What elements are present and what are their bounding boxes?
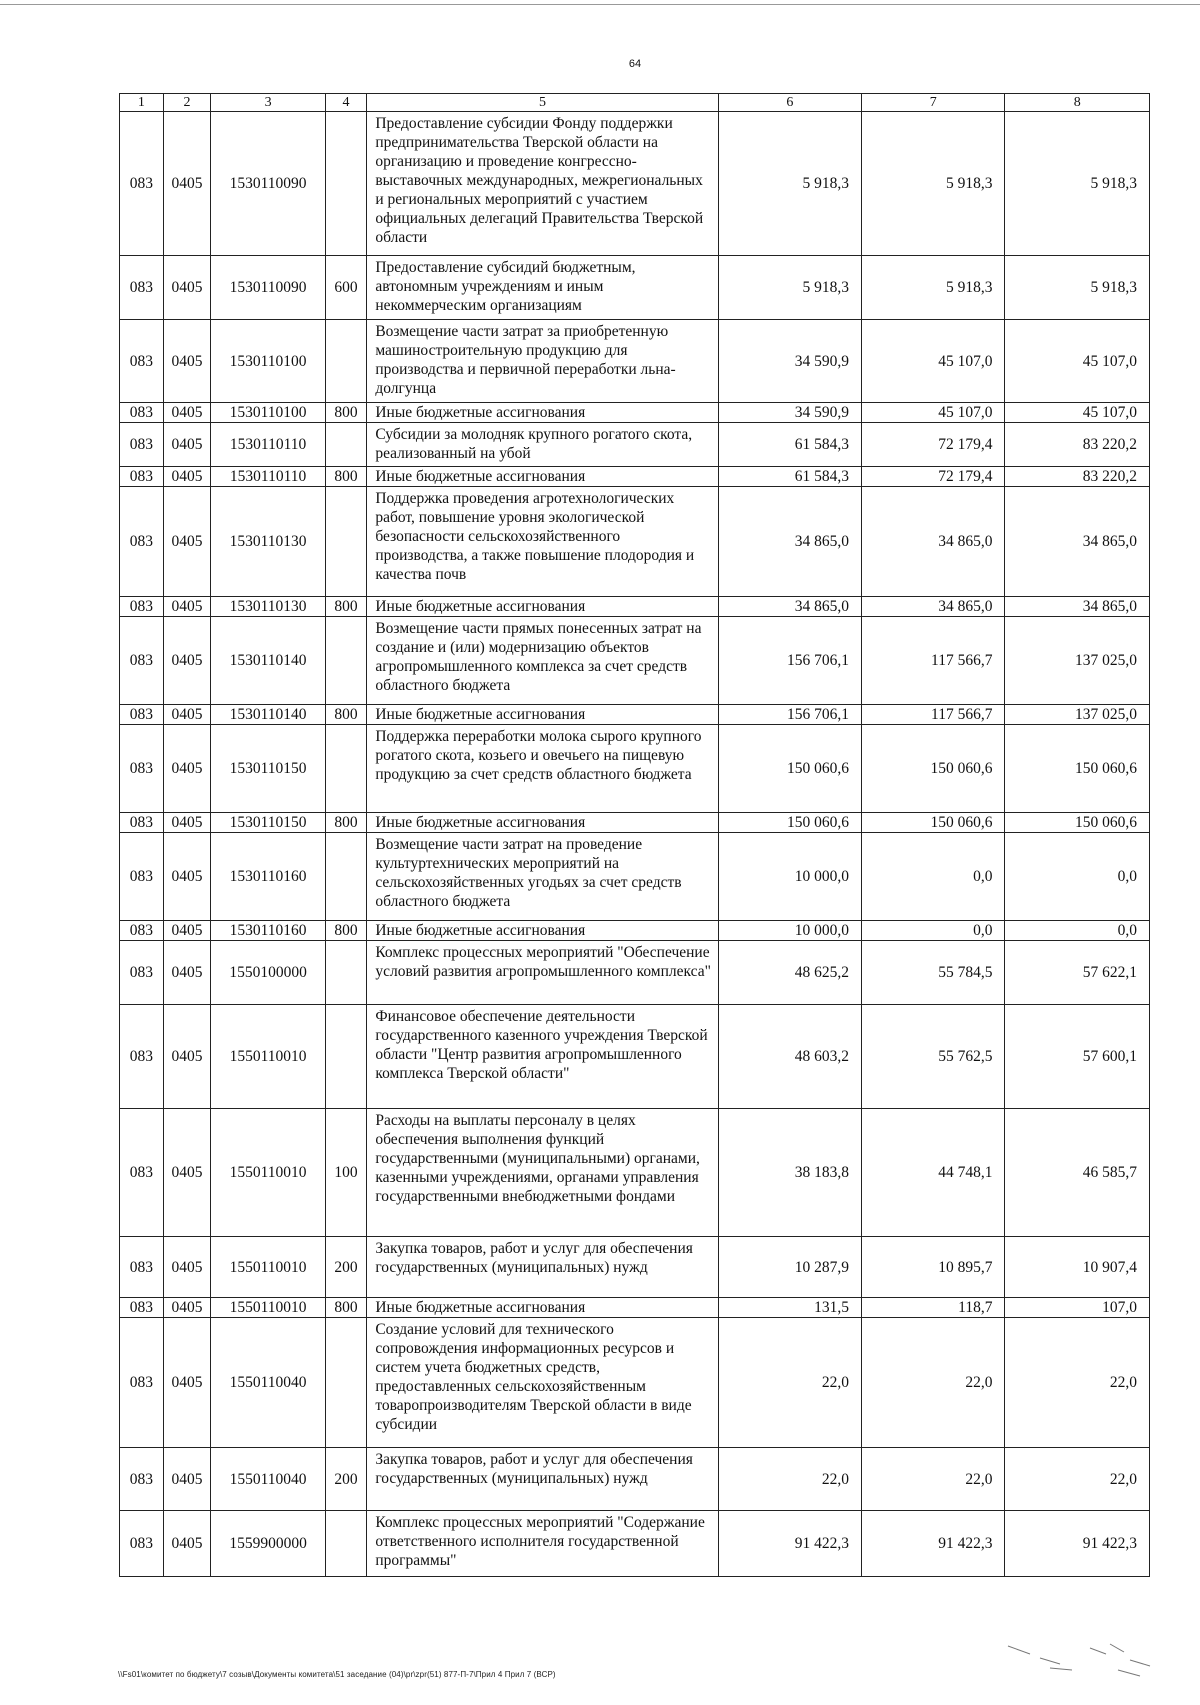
cell-year-3: 45 107,0 — [1005, 320, 1150, 403]
cell-expense-type: 800 — [325, 1298, 367, 1318]
cell-section: 0405 — [163, 941, 211, 1005]
cell-section: 0405 — [163, 813, 211, 833]
cell-description: Иные бюджетные ассигнования — [367, 705, 718, 725]
cell-ministry: 083 — [120, 1237, 164, 1298]
cell-description: Возмещение части прямых понесенных затрат на создание и (или) модернизацию объектов агропромышленного комплекса за счет средств областного бюджета — [367, 617, 718, 705]
cell-expense-type — [325, 112, 367, 256]
cell-section: 0405 — [163, 487, 211, 597]
cell-description: Иные бюджетные ассигнования — [367, 467, 718, 487]
cell-year-3: 34 865,0 — [1005, 597, 1150, 617]
cell-year-3: 0,0 — [1005, 833, 1150, 921]
cell-target-article: 1530110130 — [211, 487, 325, 597]
cell-target-article: 1550110010 — [211, 1237, 325, 1298]
cell-expense-type: 800 — [325, 403, 367, 423]
cell-expense-type — [325, 487, 367, 597]
cell-ministry: 083 — [120, 1318, 164, 1448]
cell-ministry: 083 — [120, 256, 164, 320]
cell-year-3: 46 585,7 — [1005, 1109, 1150, 1237]
table-row — [120, 487, 1150, 597]
column-number: 5 — [367, 94, 718, 112]
cell-ministry: 083 — [120, 1298, 164, 1318]
cell-year-3: 34 865,0 — [1005, 487, 1150, 597]
table-row — [120, 1005, 1150, 1109]
cell-target-article: 1530110110 — [211, 467, 325, 487]
cell-year-3: 22,0 — [1005, 1318, 1150, 1448]
cell-year-3: 45 107,0 — [1005, 403, 1150, 423]
cell-ministry: 083 — [120, 833, 164, 921]
cell-expense-type — [325, 1511, 367, 1577]
cell-expense-type — [325, 1318, 367, 1448]
cell-ministry: 083 — [120, 423, 164, 467]
cell-ministry: 083 — [120, 1448, 164, 1511]
cell-section: 0405 — [163, 423, 211, 467]
cell-year-2: 91 422,3 — [862, 1511, 1005, 1577]
cell-description: Создание условий для технического сопровождения информационных ресурсов и систем учета бюджетных средств, предоставленных сельскохозяйственным товаропроизводителям Тверской области в виде субсидии — [367, 1318, 718, 1448]
cell-year-3: 5 918,3 — [1005, 256, 1150, 320]
cell-section: 0405 — [163, 467, 211, 487]
cell-ministry: 083 — [120, 320, 164, 403]
cell-year-3: 91 422,3 — [1005, 1511, 1150, 1577]
cell-target-article: 1530110140 — [211, 617, 325, 705]
cell-description: Возмещение части затрат на проведение культуртехнических мероприятий на сельскохозяйственных угодьях за счет средств областного бюджета — [367, 833, 718, 921]
table-row — [120, 597, 1150, 617]
cell-year-2: 117 566,7 — [862, 617, 1005, 705]
cell-year-1: 38 183,8 — [718, 1109, 861, 1237]
cell-ministry: 083 — [120, 487, 164, 597]
cell-year-2: 72 179,4 — [862, 467, 1005, 487]
table-row — [120, 833, 1150, 921]
table-row — [120, 1511, 1150, 1577]
cell-description: Возмещение части затрат за приобретенную машиностроительную продукцию для производства и первичной переработки льна-долгунца — [367, 320, 718, 403]
table-row — [120, 725, 1150, 813]
cell-year-1: 22,0 — [718, 1318, 861, 1448]
cell-year-1: 131,5 — [718, 1298, 861, 1318]
cell-ministry: 083 — [120, 941, 164, 1005]
column-number: 8 — [1005, 94, 1150, 112]
cell-expense-type — [325, 1005, 367, 1109]
cell-ministry: 083 — [120, 112, 164, 256]
cell-year-3: 137 025,0 — [1005, 705, 1150, 725]
cell-section: 0405 — [163, 921, 211, 941]
scan-marks — [1000, 1640, 1170, 1690]
cell-section: 0405 — [163, 1237, 211, 1298]
cell-year-3: 0,0 — [1005, 921, 1150, 941]
cell-expense-type — [325, 423, 367, 467]
cell-section: 0405 — [163, 1298, 211, 1318]
column-number: 3 — [211, 94, 325, 112]
cell-year-3: 150 060,6 — [1005, 725, 1150, 813]
cell-section: 0405 — [163, 1511, 211, 1577]
cell-year-3: 22,0 — [1005, 1448, 1150, 1511]
cell-year-2: 22,0 — [862, 1318, 1005, 1448]
cell-target-article: 1550110010 — [211, 1109, 325, 1237]
cell-description: Финансовое обеспечение деятельности государственного казенного учреждения Тверской области "Центр развития агропромышленного комплекса Тверской области" — [367, 1005, 718, 1109]
cell-section: 0405 — [163, 256, 211, 320]
cell-target-article: 1530110100 — [211, 320, 325, 403]
cell-year-2: 150 060,6 — [862, 725, 1005, 813]
cell-section: 0405 — [163, 112, 211, 256]
page-number: 64 — [628, 58, 642, 70]
cell-expense-type: 800 — [325, 467, 367, 487]
cell-expense-type: 800 — [325, 813, 367, 833]
cell-ministry: 083 — [120, 597, 164, 617]
cell-section: 0405 — [163, 725, 211, 813]
cell-year-3: 57 622,1 — [1005, 941, 1150, 1005]
table-row — [120, 1318, 1150, 1448]
table-row — [120, 467, 1150, 487]
cell-year-1: 150 060,6 — [718, 813, 861, 833]
cell-year-2: 0,0 — [862, 921, 1005, 941]
column-number-row — [120, 94, 1150, 112]
table-row — [120, 1237, 1150, 1298]
cell-year-1: 10 000,0 — [718, 833, 861, 921]
cell-description: Иные бюджетные ассигнования — [367, 813, 718, 833]
cell-year-2: 118,7 — [862, 1298, 1005, 1318]
cell-year-1: 61 584,3 — [718, 467, 861, 487]
cell-year-2: 0,0 — [862, 833, 1005, 921]
cell-ministry: 083 — [120, 921, 164, 941]
cell-target-article: 1530110160 — [211, 921, 325, 941]
cell-year-2: 34 865,0 — [862, 487, 1005, 597]
cell-year-1: 5 918,3 — [718, 112, 861, 256]
cell-target-article: 1530110150 — [211, 725, 325, 813]
cell-expense-type: 200 — [325, 1237, 367, 1298]
cell-target-article: 1559900000 — [211, 1511, 325, 1577]
cell-year-1: 22,0 — [718, 1448, 861, 1511]
cell-description: Расходы на выплаты персоналу в целях обеспечения выполнения функций государственными (муниципальными) органами, казенными учреждениями, органами управления государственными внебюджетными фондами — [367, 1109, 718, 1237]
column-number: 2 — [163, 94, 211, 112]
cell-expense-type — [325, 833, 367, 921]
cell-year-2: 117 566,7 — [862, 705, 1005, 725]
cell-year-2: 55 762,5 — [862, 1005, 1005, 1109]
file-path-footer: \\Fs01\комитет по бюджету\7 созыв\Документы комитета\51 заседание (04)\pr\zpr(51) 877-П-7\Прил 4 Прил 7 (ВСР) — [118, 1670, 556, 1679]
column-number: 1 — [120, 94, 164, 112]
cell-target-article: 1550100000 — [211, 941, 325, 1005]
cell-year-2: 5 918,3 — [862, 256, 1005, 320]
cell-description: Поддержка проведения агротехнологических работ, повышение уровня экологической безопасности сельскохозяйственного производства, а также повышение плодородия и качества почв — [367, 487, 718, 597]
cell-target-article: 1550110040 — [211, 1448, 325, 1511]
cell-description: Иные бюджетные ассигнования — [367, 403, 718, 423]
table-row — [120, 617, 1150, 705]
cell-year-3: 57 600,1 — [1005, 1005, 1150, 1109]
cell-description: Комплекс процессных мероприятий "Содержание ответственного исполнителя государственной программы" — [367, 1511, 718, 1577]
cell-year-3: 10 907,4 — [1005, 1237, 1150, 1298]
cell-year-1: 10 287,9 — [718, 1237, 861, 1298]
cell-section: 0405 — [163, 597, 211, 617]
cell-year-3: 83 220,2 — [1005, 423, 1150, 467]
cell-section: 0405 — [163, 705, 211, 725]
cell-year-1: 156 706,1 — [718, 617, 861, 705]
cell-description: Поддержка переработки молока сырого крупного рогатого скота, козьего и овечьего на пищевую продукцию за счет средств областного бюджета — [367, 725, 718, 813]
cell-expense-type — [325, 725, 367, 813]
cell-section: 0405 — [163, 617, 211, 705]
cell-description: Предоставление субсидии Фонду поддержки предпринимательства Тверской области на организацию и проведение конгрессно-выставочных международных, межрегиональных и региональных мероприятий с участием официальных делегаций Правительства Тверской области — [367, 112, 718, 256]
cell-year-3: 107,0 — [1005, 1298, 1150, 1318]
cell-description: Закупка товаров, работ и услуг для обеспечения государственных (муниципальных) нужд — [367, 1237, 718, 1298]
cell-year-1: 48 625,2 — [718, 941, 861, 1005]
cell-expense-type: 800 — [325, 597, 367, 617]
table-row — [120, 705, 1150, 725]
cell-ministry: 083 — [120, 467, 164, 487]
cell-year-1: 91 422,3 — [718, 1511, 861, 1577]
cell-ministry: 083 — [120, 1511, 164, 1577]
top-scan-line — [0, 4, 1200, 5]
cell-expense-type: 600 — [325, 256, 367, 320]
cell-ministry: 083 — [120, 725, 164, 813]
table-row — [120, 1109, 1150, 1237]
cell-target-article: 1550110040 — [211, 1318, 325, 1448]
table-row — [120, 1448, 1150, 1511]
budget-table — [119, 93, 1150, 1577]
cell-year-1: 34 865,0 — [718, 597, 861, 617]
cell-year-2: 55 784,5 — [862, 941, 1005, 1005]
cell-expense-type: 200 — [325, 1448, 367, 1511]
cell-target-article: 1530110090 — [211, 112, 325, 256]
cell-section: 0405 — [163, 1005, 211, 1109]
cell-year-1: 34 865,0 — [718, 487, 861, 597]
cell-target-article: 1530110140 — [211, 705, 325, 725]
cell-year-1: 5 918,3 — [718, 256, 861, 320]
cell-ministry: 083 — [120, 1005, 164, 1109]
cell-section: 0405 — [163, 320, 211, 403]
cell-year-2: 45 107,0 — [862, 320, 1005, 403]
table-row — [120, 423, 1150, 467]
cell-target-article: 1530110150 — [211, 813, 325, 833]
table-row — [120, 941, 1150, 1005]
cell-year-2: 22,0 — [862, 1448, 1005, 1511]
cell-year-1: 10 000,0 — [718, 921, 861, 941]
cell-year-2: 150 060,6 — [862, 813, 1005, 833]
cell-target-article: 1550110010 — [211, 1298, 325, 1318]
cell-ministry: 083 — [120, 705, 164, 725]
column-number: 7 — [862, 94, 1005, 112]
cell-description: Комплекс процессных мероприятий "Обеспечение условий развития агропромышленного комплекса" — [367, 941, 718, 1005]
column-number: 4 — [325, 94, 367, 112]
cell-section: 0405 — [163, 1448, 211, 1511]
cell-expense-type — [325, 320, 367, 403]
cell-description: Предоставление субсидий бюджетным, автономным учреждениям и иным некоммерческим организациям — [367, 256, 718, 320]
cell-description: Субсидии за молодняк крупного рогатого скота, реализованный на убой — [367, 423, 718, 467]
cell-target-article: 1550110010 — [211, 1005, 325, 1109]
cell-section: 0405 — [163, 1318, 211, 1448]
table-row — [120, 813, 1150, 833]
cell-year-1: 156 706,1 — [718, 705, 861, 725]
table-body — [120, 112, 1150, 1577]
cell-expense-type — [325, 617, 367, 705]
cell-description: Иные бюджетные ассигнования — [367, 1298, 718, 1318]
table-row — [120, 403, 1150, 423]
cell-ministry: 083 — [120, 1109, 164, 1237]
cell-description: Иные бюджетные ассигнования — [367, 921, 718, 941]
cell-year-2: 10 895,7 — [862, 1237, 1005, 1298]
cell-section: 0405 — [163, 1109, 211, 1237]
cell-year-3: 83 220,2 — [1005, 467, 1150, 487]
cell-target-article: 1530110100 — [211, 403, 325, 423]
cell-year-2: 72 179,4 — [862, 423, 1005, 467]
column-number: 6 — [718, 94, 861, 112]
cell-description: Иные бюджетные ассигнования — [367, 597, 718, 617]
cell-section: 0405 — [163, 403, 211, 423]
cell-year-2: 5 918,3 — [862, 112, 1005, 256]
cell-ministry: 083 — [120, 617, 164, 705]
table-row — [120, 320, 1150, 403]
cell-year-1: 61 584,3 — [718, 423, 861, 467]
cell-year-3: 150 060,6 — [1005, 813, 1150, 833]
cell-expense-type — [325, 941, 367, 1005]
cell-year-3: 5 918,3 — [1005, 112, 1150, 256]
cell-description: Закупка товаров, работ и услуг для обеспечения государственных (муниципальных) нужд — [367, 1448, 718, 1511]
cell-year-1: 150 060,6 — [718, 725, 861, 813]
cell-ministry: 083 — [120, 813, 164, 833]
cell-ministry: 083 — [120, 403, 164, 423]
cell-expense-type: 100 — [325, 1109, 367, 1237]
cell-target-article: 1530110110 — [211, 423, 325, 467]
cell-year-1: 34 590,9 — [718, 320, 861, 403]
table-row — [120, 256, 1150, 320]
table-row — [120, 112, 1150, 256]
cell-expense-type: 800 — [325, 705, 367, 725]
cell-year-1: 34 590,9 — [718, 403, 861, 423]
cell-target-article: 1530110160 — [211, 833, 325, 921]
table-row — [120, 1298, 1150, 1318]
cell-year-2: 34 865,0 — [862, 597, 1005, 617]
cell-year-1: 48 603,2 — [718, 1005, 861, 1109]
cell-section: 0405 — [163, 833, 211, 921]
cell-expense-type: 800 — [325, 921, 367, 941]
table-row — [120, 921, 1150, 941]
cell-year-2: 45 107,0 — [862, 403, 1005, 423]
cell-year-2: 44 748,1 — [862, 1109, 1005, 1237]
cell-target-article: 1530110090 — [211, 256, 325, 320]
cell-year-3: 137 025,0 — [1005, 617, 1150, 705]
cell-target-article: 1530110130 — [211, 597, 325, 617]
